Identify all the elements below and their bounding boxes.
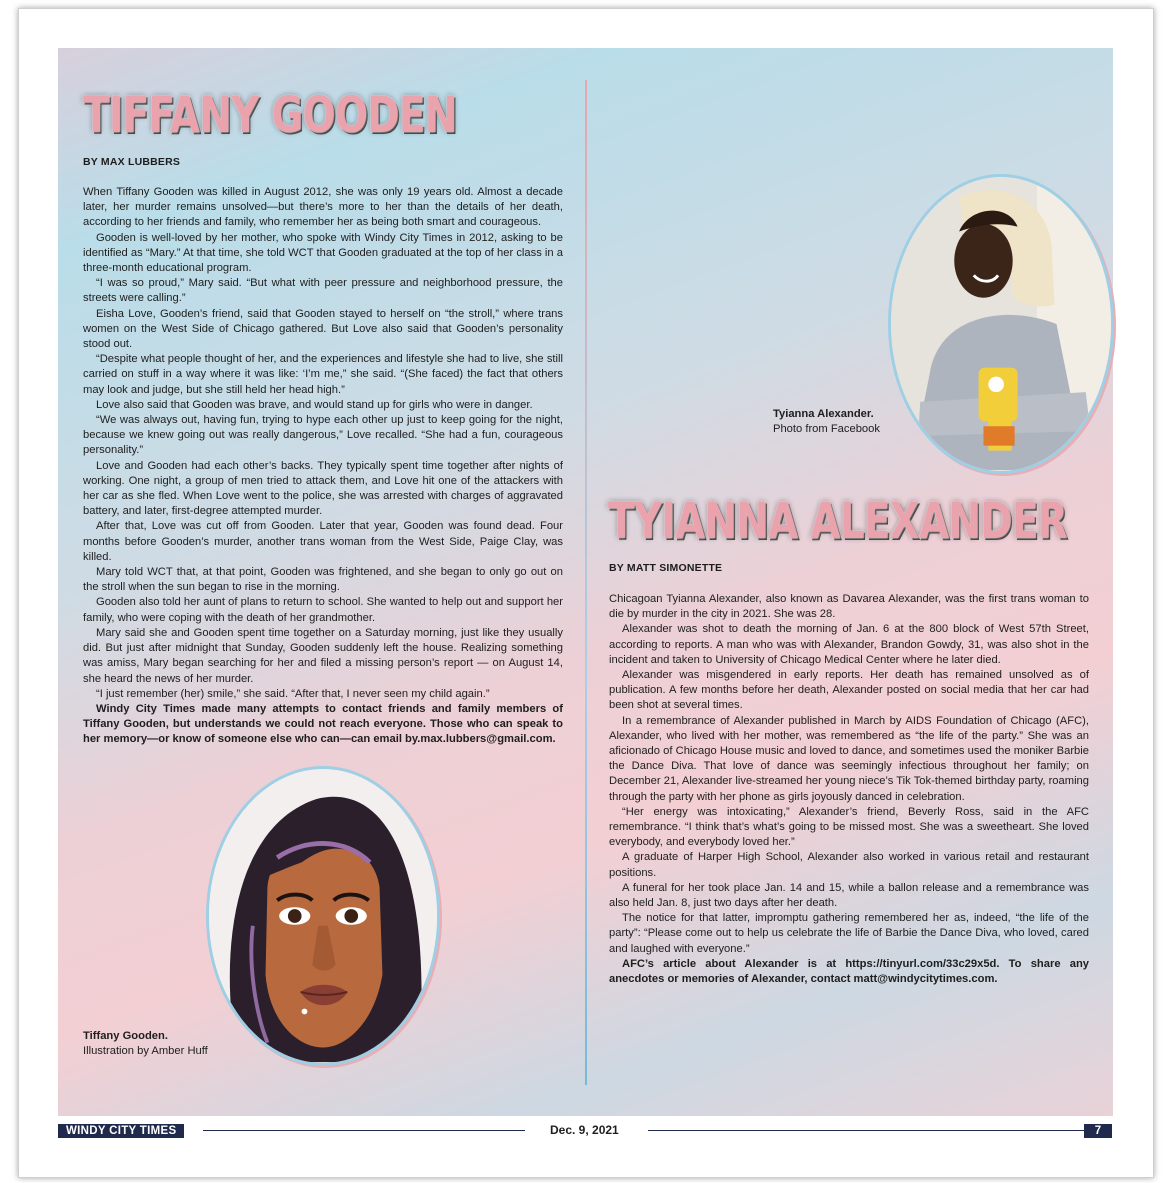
paragraph: A funeral for her took place Jan. 14 and 15, while a ballon release and a remembrance was also held Jan. 8, just two days after her death. (609, 881, 1089, 910)
paragraph: Chicagoan Tyianna Alexander, also known as Davarea Alexander, was the first trans woman to die by murder in the city in 2021. She was 28. (609, 593, 1089, 621)
paragraph: When Tiffany Gooden was killed in August 2012, she was only 19 years old. Almost a decade later, her murder remains unsolved—but there’s more to her than the details of her death, according to her friends and family, who remember her as being both smart and courageous. (83, 186, 563, 229)
portrait-photo-icon (891, 177, 1111, 471)
paragraph: Love also said that Gooden was brave, and would stand up for girls who were in danger. (96, 398, 533, 411)
caption-title: Tyianna Alexander. (773, 408, 874, 420)
paragraph: Eisha Love, Gooden’s friend, said that Gooden stayed to herself on “the stroll,” where trans women on the West Side of Chicago gathered. But Love also said that Gooden’s personality stood out. (83, 307, 563, 351)
page-number: 7 (1084, 1124, 1112, 1138)
caption-title: Tiffany Gooden. (83, 1030, 168, 1042)
caption-tyianna-alexander (773, 407, 880, 437)
column-divider (585, 80, 587, 1085)
paragraph: Alexander was shot to death the morning of Jan. 6 at the 800 block of West 57th Street, according to reports. A man who was with Alexander, Brandon Gowdy, 31, was also shot in the incident and taken to University of Chicago Medical Center where he later died. (609, 623, 1089, 666)
paragraph: “We was always out, having fun, trying to hype each other up just to keep going for the night, because we knew going out was really dangerous,” Love recalled. “She had a fun, courageous personality.” (83, 414, 563, 457)
paragraph: Mary said she and Gooden spent time together on a Saturday morning, just like they usually did. But just after midnight that Sunday, Gooden suddenly left the house. Realizing something was amiss, Mary began searching for her and filed a missing person’s report — on August 14, she heard the news of her murder. (83, 626, 563, 685)
paragraph: Love and Gooden had each other’s backs. They typically spent time together after nights of working. One night, a group of men tried to attack them, and Love hit one of the attackers with her car as she fled. When Love went to the police, she was arrested with charges of aggravated battery, and later, first-degree attempted murder. (83, 459, 563, 518)
footer-rule (203, 1130, 525, 1131)
paragraph: “Despite what people thought of her, and the experiences and lifestyle she had to live, she still carried on stuff in a way where it was like: ‘I’m me,” she said. “(She faced) the fact that others may look and judge, but she still held her head high.” (83, 353, 563, 396)
article-body-right (609, 592, 1089, 987)
article-body-left (83, 185, 563, 748)
paragraph: “Her energy was intoxicating,” Alexander’s friend, Beverly Ross, said in the AFC remembrance. “I think that’s what’s going to be missed most. She was a sweetheart. She loved everybody, and everybody loved her.” (609, 805, 1089, 849)
paragraph: After that, Love was cut off from Gooden. Later that year, Gooden was found dead. Four months before Gooden’s murder, another trans woman from the West Side, Paige Clay, was killed. (83, 520, 563, 563)
paragraph: “I was so proud,” Mary said. “But what with peer pressure and neighborhood pressure, the streets were calling.” (83, 277, 563, 305)
paragraph: Alexander was misgendered in early reports. Her death has remained unsolved as of publication. A few months before her death, Alexander posted on social media that her car had been shot at several times. (609, 669, 1089, 712)
paragraph: Gooden also told her aunt of plans to return to school. She wanted to help out and support her family, who were coping with the death of her grandmother. (83, 596, 563, 624)
byline-left: BY MAX LUBBERS (83, 156, 181, 168)
headline-tiffany-gooden: TIFFANY GOODEN (83, 86, 457, 144)
footer-rule (648, 1130, 1084, 1131)
headline-tyianna-alexander: TYIANNA ALEXANDER (608, 492, 1067, 550)
paragraph: Gooden is well-loved by her mother, who spoke with Windy City Times in 2012, asking to be identified as “Mary.” At that time, she told WCT that Gooden graduated at the top of her class in a three-month educational program. (83, 231, 563, 275)
closing-note-left: Windy City Times made many attempts to contact friends and family members of Tiffany Gooden, but understands we could not reach everyone. Those who can speak to her memory—or know of someone else who can—can email by.max.lubbers@gmail.com. (83, 702, 563, 746)
tiffany-gooden-illustration (206, 766, 440, 1066)
caption-credit: Illustration by Amber Huff (83, 1045, 208, 1057)
portrait-illustration-icon (209, 769, 437, 1063)
paragraph: The notice for that latter, impromptu gathering remembered her as, indeed, “the life of the party”: “Please come out to help us celebrate the life of Barbie the Dance Diva, who loved, cared and laughed with everyone.” (609, 912, 1089, 955)
caption-tiffany-gooden (83, 1029, 208, 1059)
issue-date: Dec. 9, 2021 (550, 1123, 619, 1137)
closing-note-right: AFC’s article about Alexander is at https://tinyurl.com/33c29x5d. To share any anecdotes or memories of Alexander, contact matt@windycitytimes.com. (609, 957, 1089, 986)
paragraph: A graduate of Harper High School, Alexander also worked in various retail and restaurant positions. (609, 851, 1089, 879)
publication-name: WINDY CITY TIMES (58, 1124, 184, 1138)
paragraph: Mary told WCT that, at that point, Gooden was frightened, and she began to only go out on the stroll when the sun began to rise in the morning. (83, 566, 563, 594)
paragraph: “I just remember (her) smile,” she said. “After that, I never seen my child again.” (96, 687, 490, 700)
caption-credit: Photo from Facebook (773, 423, 880, 435)
paragraph: In a remembrance of Alexander published in March by AIDS Foundation of Chicago (AFC), Alexander, who lived with her mother, was remembered as “the life of the party.” She was an aficionado of Chicago House music and loved to dance, and sometimes used the moniker Barbie the Dance Diva. That love of dance was seemingly infectious throughout her family; on December 21, Alexander live-streamed her young niece’s Tik Tok-themed birthday party, roaming through the party with her phone as girls joyously danced in celebration. (609, 714, 1089, 803)
tyianna-alexander-photo (888, 174, 1114, 474)
byline-right: BY MATT SIMONETTE (609, 562, 723, 574)
